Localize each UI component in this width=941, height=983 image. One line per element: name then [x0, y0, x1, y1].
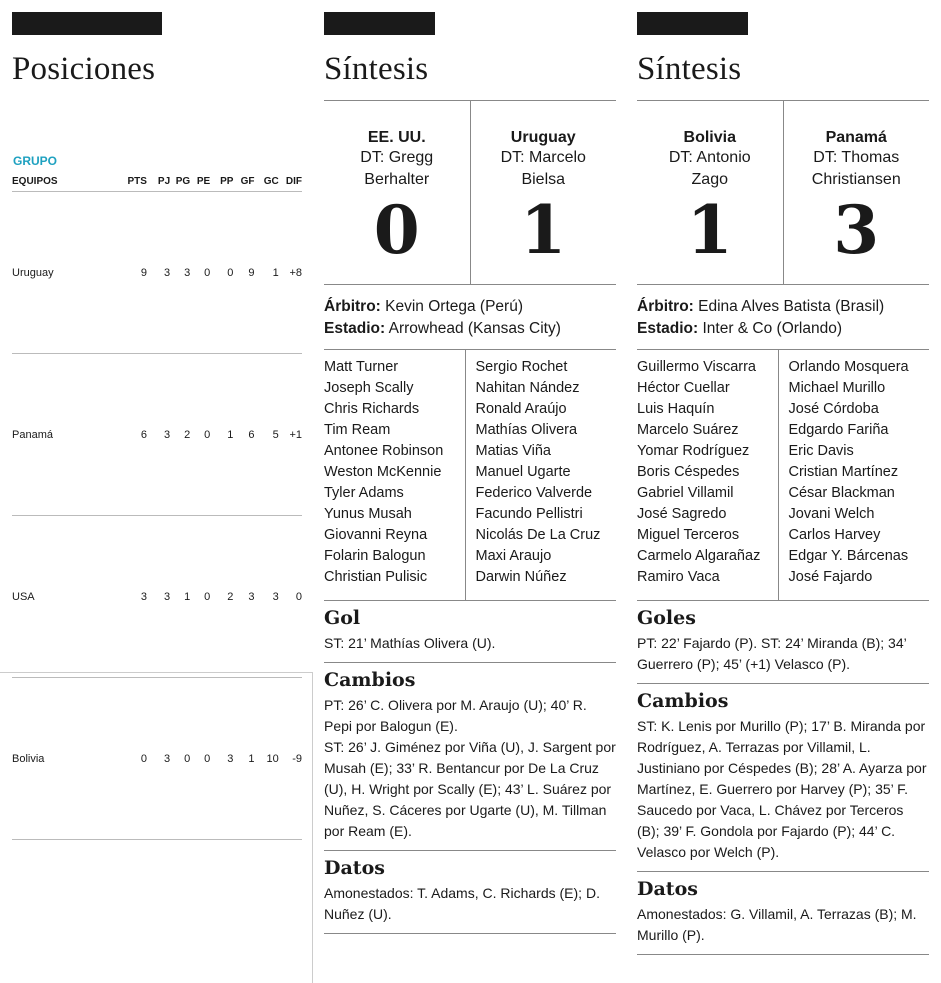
stat-cell: 0	[279, 516, 302, 678]
header-cell: EQUIPOS	[12, 176, 58, 187]
goals-text: PT: 22’ Fajardo (P). ST: 24’ Miranda (B); 34’ Guerrero (P); 45’ (+1) Velasco (P).	[637, 633, 929, 684]
stat-cell: 1	[210, 354, 233, 516]
divider	[0, 672, 312, 673]
stat-cell: 0	[190, 516, 210, 678]
data-text: Amonestados: G. Villamil, A. Terrazas (B); M. Murillo (P).	[637, 904, 929, 955]
stat-cell: 3	[147, 354, 170, 516]
standings-table	[12, 173, 302, 840]
stat-cell: 0	[210, 192, 233, 354]
home-team	[324, 101, 470, 284]
stadium-label: Estadio:	[637, 320, 699, 337]
table-row	[12, 354, 302, 516]
stat-cell: 2	[170, 354, 190, 516]
header-cell: PP	[220, 176, 234, 187]
player-name: Sergio Rochet	[475, 359, 568, 375]
lineups	[637, 350, 929, 601]
stat-cell: 1	[233, 678, 254, 840]
stadium-label: Estadio:	[324, 320, 386, 337]
subs-text: ST: 26’ J. Giménez por Viña (U), J. Sargent por Musah (E); 33’ R. Bentancur por De La Cruz (U), H. Wright por Scally (E); 43’ L. Suárez por Nuñez, S. Cáceres por Ugarte (U), M. Tillman por Ream (E).	[324, 737, 616, 851]
player-name: Facundo Pellistri	[475, 506, 583, 522]
stat-cell: 2	[210, 516, 233, 678]
team-score: 0	[373, 191, 420, 269]
player-name: Edgardo Fariña	[788, 422, 889, 438]
section-title: Síntesis	[324, 51, 429, 87]
goals-text: ST: 21’ Mathías Olivera (U).	[324, 633, 616, 663]
stat-cell: 3	[147, 516, 170, 678]
divider	[312, 672, 313, 983]
stat-cell: 0	[170, 678, 190, 840]
team-name: EE. UU.	[367, 129, 426, 146]
player-name: Héctor Cuellar	[637, 380, 730, 396]
player-name: José Córdoba	[788, 401, 879, 417]
player-name: Folarin Balogun	[324, 548, 426, 564]
player-name: Carmelo Algarañaz	[637, 548, 761, 564]
stat-cell: +1	[279, 354, 302, 516]
coach-line: DT: Antonio	[668, 149, 751, 166]
stat-cell: -9	[279, 678, 302, 840]
player-name: Boris Céspedes	[637, 464, 740, 480]
header-cell: PG	[175, 176, 191, 187]
player-name: Eric Davis	[788, 443, 854, 459]
player-name: Antonee Robinson	[324, 443, 444, 459]
standings-column	[12, 0, 305, 840]
team-name: Bolivia	[683, 129, 736, 146]
section-bar	[637, 12, 748, 35]
team-cell: Panamá	[12, 354, 115, 516]
away-lineup	[778, 350, 930, 600]
stat-cell: 3	[115, 516, 147, 678]
header-cell: PE	[196, 176, 211, 187]
home-lineup	[637, 350, 778, 600]
table-row	[12, 192, 302, 354]
home-lineup	[324, 350, 465, 600]
player-name: Mathías Olivera	[475, 422, 578, 438]
data-text: Amonestados: T. Adams, C. Richards (E); D. Nuñez (U).	[324, 883, 616, 934]
match-info	[324, 285, 616, 350]
stat-cell: 6	[115, 354, 147, 516]
subs-heading: Cambios	[324, 669, 416, 691]
home-team	[637, 101, 783, 284]
coach-line: Christiansen	[811, 171, 901, 188]
stat-cell: 9	[233, 192, 254, 354]
referee-name: Kevin Ortega (Perú)	[385, 298, 523, 315]
header-cell: GC	[263, 176, 279, 187]
team-score: 1	[686, 191, 733, 269]
stat-cell: 1	[254, 192, 278, 354]
section-bar	[12, 12, 162, 35]
player-name: Cristian Martínez	[788, 464, 899, 480]
match-summary-bolivia-panama	[637, 0, 929, 955]
player-name: Marcelo Suárez	[637, 422, 739, 438]
match-info	[637, 285, 929, 350]
player-name: Manuel Ugarte	[475, 464, 571, 480]
stat-cell: 0	[190, 354, 210, 516]
stat-cell: 9	[115, 192, 147, 354]
match-summary-usa-uruguay	[324, 0, 616, 934]
player-name: Ramiro Vaca	[637, 569, 720, 585]
player-name: Weston McKennie	[324, 464, 442, 480]
section-bar	[324, 12, 435, 35]
goals-heading: Gol	[324, 607, 361, 629]
player-name: Chris Richards	[324, 401, 420, 417]
coach-line: DT: Gregg	[360, 149, 434, 166]
standings-header-row	[12, 173, 302, 192]
subs-text: ST: K. Lenis por Murillo (P); 17’ B. Miranda por Rodríguez, A. Terrazas por Villamil, L. Justiniano por Céspedes (B); 28’ A. Ayarza por Martínez, E. Guerrero por Harvey (P); 35’ F. Saucedo por Vaca, L. Chávez por Terceros (B); 39’ F. Gondola por Fajardo (P); 44’ C. Velasco por Welch (P).	[637, 716, 929, 872]
player-name: Jovani Welch	[788, 506, 875, 522]
player-name: Tim Ream	[324, 422, 391, 438]
coach-line: Zago	[691, 171, 728, 188]
header-cell: GF	[240, 176, 255, 187]
stat-cell: 0	[190, 678, 210, 840]
player-name: Miguel Terceros	[637, 527, 740, 543]
player-name: Edgar Y. Bárcenas	[788, 548, 909, 564]
away-team	[783, 101, 930, 284]
stat-cell: 3	[170, 192, 190, 354]
player-name: Tyler Adams	[324, 485, 404, 501]
header-cell: DIF	[285, 176, 302, 187]
player-name: Guillermo Viscarra	[637, 359, 756, 375]
stat-cell: 10	[254, 678, 278, 840]
data-heading: Datos	[637, 878, 698, 900]
stat-cell: 3	[254, 516, 278, 678]
player-name: Nahitan Nández	[475, 380, 580, 396]
stat-cell: 5	[254, 354, 278, 516]
coach-line: DT: Thomas	[813, 149, 900, 166]
team-cell: Bolivia	[12, 678, 115, 840]
player-name: José Fajardo	[788, 569, 873, 585]
stat-cell: 3	[147, 192, 170, 354]
player-name: Joseph Scally	[324, 380, 414, 396]
team-name: Panamá	[825, 129, 887, 146]
player-name: José Sagredo	[637, 506, 727, 522]
player-name: Yunus Musah	[324, 506, 412, 522]
stadium-line	[637, 318, 929, 340]
player-name: Federico Valverde	[475, 485, 593, 501]
stadium-name: Inter & Co (Orlando)	[702, 320, 843, 337]
stat-cell: 1	[170, 516, 190, 678]
player-name: Matt Turner	[324, 359, 399, 375]
scoreboard	[324, 100, 616, 285]
player-name: Christian Pulisic	[324, 569, 428, 585]
player-name: Orlando Mosquera	[788, 359, 909, 375]
player-name: Giovanni Reyna	[324, 527, 428, 543]
away-lineup	[465, 350, 617, 600]
lineups	[324, 350, 616, 601]
team-score: 1	[520, 191, 567, 269]
stat-cell: 3	[147, 678, 170, 840]
player-name: Luis Haquín	[637, 401, 715, 417]
player-name: Michael Murillo	[788, 380, 886, 396]
goals-heading: Goles	[637, 607, 696, 629]
subs-heading: Cambios	[637, 690, 729, 712]
player-name: Matias Viña	[475, 443, 551, 459]
team-cell: USA	[12, 516, 115, 678]
header-cell: PJ	[157, 176, 171, 187]
header-cell: PTS	[127, 176, 147, 187]
away-team	[470, 101, 617, 284]
coach-line: Bielsa	[521, 171, 566, 188]
referee-line	[324, 296, 616, 318]
player-name: Maxi Araujo	[475, 548, 552, 564]
player-name: Darwin Núñez	[475, 569, 567, 585]
player-name: Gabriel Villamil	[637, 485, 734, 501]
scoreboard	[637, 100, 929, 285]
stat-cell: 0	[115, 678, 147, 840]
player-name: Yomar Rodríguez	[637, 443, 750, 459]
player-name: Nicolás De La Cruz	[475, 527, 601, 543]
player-name: César Blackman	[788, 485, 895, 501]
player-name: Carlos Harvey	[788, 527, 881, 543]
data-heading: Datos	[324, 857, 385, 879]
stat-cell: 6	[233, 354, 254, 516]
coach-line: Berhalter	[364, 171, 430, 188]
stat-cell: +8	[279, 192, 302, 354]
referee-name: Edina Alves Batista (Brasil)	[698, 298, 885, 315]
player-name: Ronald Araújo	[475, 401, 567, 417]
stat-cell: 3	[210, 678, 233, 840]
team-name: Uruguay	[510, 129, 576, 146]
subs-text: PT: 26’ C. Olivera por M. Araujo (U); 40’ R. Pepi por Balogun (E).	[324, 697, 587, 734]
group-label: GRUPO	[13, 154, 58, 168]
team-cell: Uruguay	[12, 192, 115, 354]
stadium-line	[324, 318, 616, 340]
stat-cell: 3	[233, 516, 254, 678]
standings-title: Posiciones	[12, 51, 156, 87]
table-row	[12, 516, 302, 678]
section-title: Síntesis	[637, 51, 742, 87]
referee-line	[637, 296, 929, 318]
referee-label: Árbitro:	[324, 298, 381, 315]
stadium-name: Arrowhead (Kansas City)	[388, 320, 561, 337]
stat-cell: 0	[190, 192, 210, 354]
coach-line: DT: Marcelo	[500, 149, 586, 166]
table-row	[12, 678, 302, 840]
referee-label: Árbitro:	[637, 298, 694, 315]
team-score: 3	[833, 191, 880, 269]
